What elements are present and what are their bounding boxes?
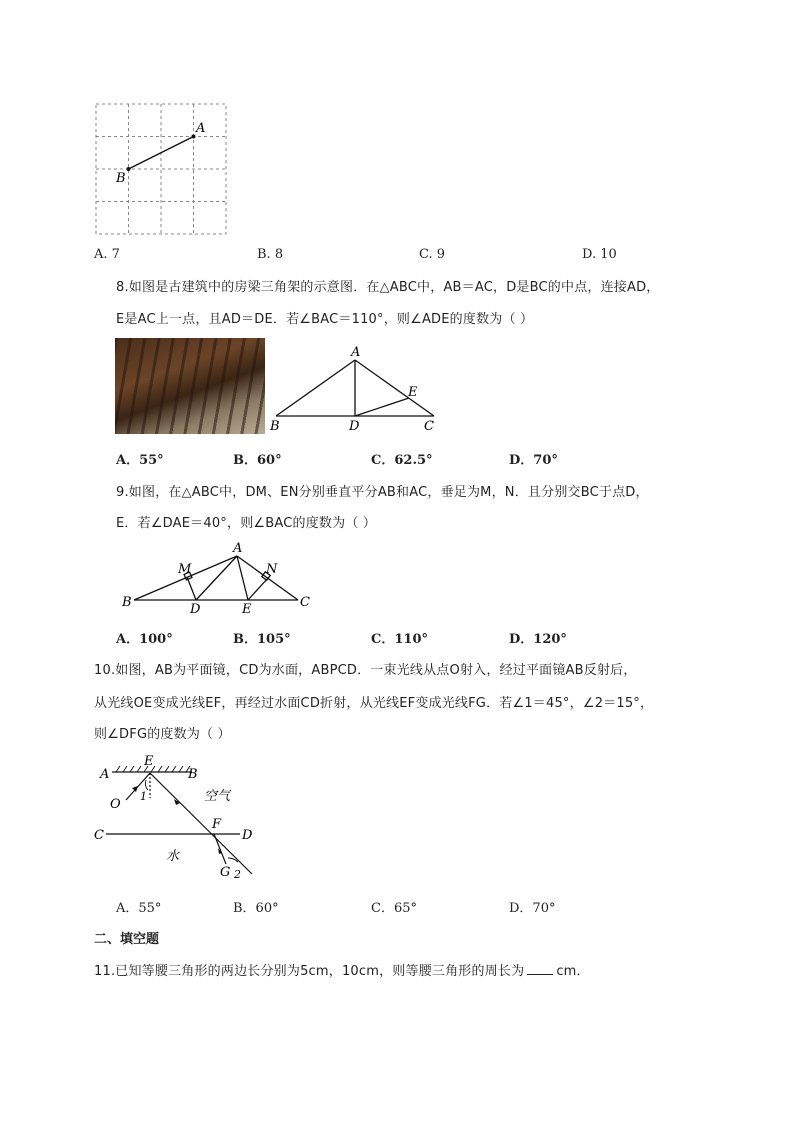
q8-stem-line1: 8.如图是古建筑中的房梁三角架的示意图．在△ABC中，AB＝AC，D是BC的中点，连接AD， <box>116 280 660 295</box>
section-title-fill-blank: 二、填空题 <box>94 932 160 947</box>
q8-label-b: B <box>270 419 280 434</box>
q8-label-e: E <box>408 385 418 400</box>
q10-option-d[interactable]: D．70° <box>509 901 556 916</box>
q10-stem-line3: 则∠DFG的度数为（ ） <box>94 727 231 742</box>
q10-label-o: O <box>110 797 121 812</box>
q10-option-c[interactable]: C．65° <box>371 901 417 916</box>
q10-label-1: 1 <box>140 790 147 803</box>
q10-label-c: C <box>94 828 104 843</box>
q8-stem-line2: E是AC上一点，且AD＝DE．若∠BAC＝110°，则∠ADE的度数为（ ） <box>116 312 534 327</box>
q8-option-c[interactable]: C．62.5° <box>371 453 433 468</box>
q10-stem-line1: 10.如图，AB为平面镜，CD为水面，ABPCD．一束光线从点O射入，经过平面镜AB反射后， <box>94 663 637 678</box>
q11-text-before: 11.已知等腰三角形的两边长分别为5cm，10cm，则等腰三角形的周长为 <box>94 964 525 979</box>
q8-option-d[interactable]: D．70° <box>509 453 558 468</box>
q9-stem-line2: E．若∠DAE＝40°，则∠BAC的度数为（ ） <box>116 516 377 531</box>
q9-stem-line1: 9.如图，在△ABC中，DM、EN分别垂直平分AB和AC，垂足为M，N．且分别交BC于点D， <box>116 485 649 500</box>
q8-triangle-figure <box>266 342 446 434</box>
q9-label-d: D <box>190 602 201 614</box>
q10-label-g: G <box>220 865 231 880</box>
q10-stem-line2: 从光线OE变成光线EF，再经过水面CD折射，从光线EF变成光线FG．若∠1＝45°，∠2＝15°， <box>94 696 654 711</box>
q9-label-m: M <box>178 562 192 577</box>
q7-label-a: A <box>196 121 206 136</box>
q7-grid-figure <box>92 100 232 240</box>
q9-label-c: C <box>300 595 310 610</box>
q9-option-d[interactable]: D．120° <box>509 632 567 647</box>
q7-option-d[interactable]: D. 10 <box>582 247 617 262</box>
q10-label-b: B <box>188 767 198 782</box>
q10-label-a: A <box>100 767 110 782</box>
q10-label-f: F <box>212 817 222 832</box>
q7-label-b: B <box>116 171 126 186</box>
q8-option-a[interactable]: A．55° <box>116 453 164 468</box>
q9-option-b[interactable]: B．105° <box>233 632 291 647</box>
q11-answer-blank[interactable] <box>527 962 553 975</box>
q7-option-a[interactable]: A. 7 <box>94 247 120 262</box>
q9-label-e: E <box>242 602 252 614</box>
q10-label-air: 空气 <box>204 789 231 804</box>
q11-stem <box>94 960 590 979</box>
q10-label-e: E <box>144 754 154 769</box>
q9-label-a: A <box>233 541 243 556</box>
q11-text-after: cm． <box>556 964 590 979</box>
q10-light-figure <box>92 752 262 884</box>
q8-roof-photo <box>115 338 265 434</box>
q9-label-n: N <box>266 562 278 577</box>
q9-label-b: B <box>122 595 132 610</box>
q8-label-c: C <box>424 419 434 434</box>
q9-option-c[interactable]: C．110° <box>371 632 428 647</box>
q10-label-water: 水 <box>166 849 180 864</box>
q10-label-2: 2 <box>234 868 241 881</box>
q10-option-a[interactable]: A．55° <box>116 901 162 916</box>
q7-option-b[interactable]: B. 8 <box>257 247 284 262</box>
q9-option-a[interactable]: A．100° <box>116 632 173 647</box>
q10-option-b[interactable]: B．60° <box>233 901 279 916</box>
q10-label-d: D <box>242 828 253 843</box>
q7-option-c[interactable]: C. 9 <box>419 247 446 262</box>
q8-label-d: D <box>349 419 360 434</box>
q8-option-b[interactable]: B．60° <box>233 453 282 468</box>
q8-label-a: A <box>351 345 361 360</box>
q9-triangle-figure <box>118 540 318 614</box>
